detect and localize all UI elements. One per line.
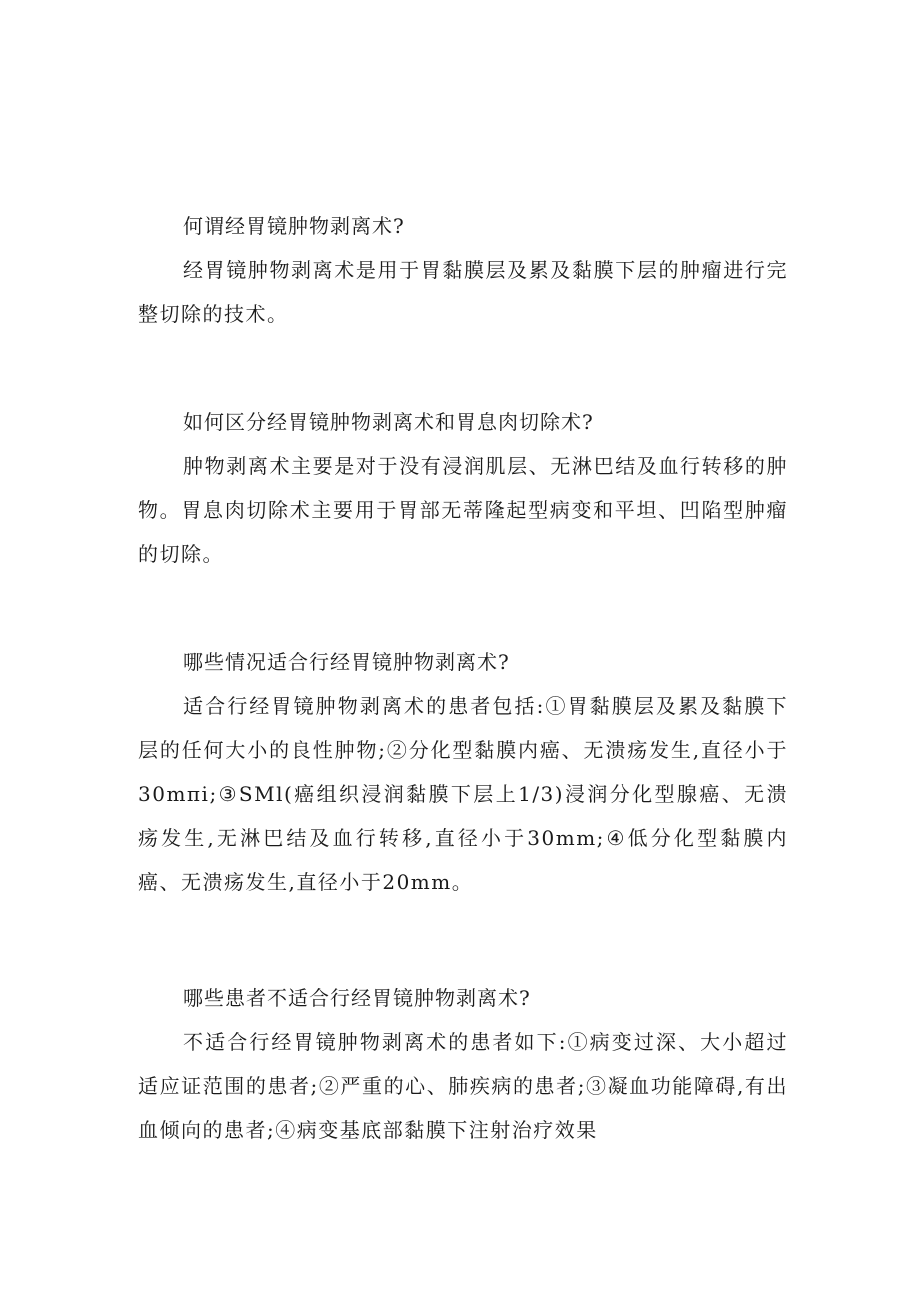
question-heading: 如何区分经胃镜肿物剥离术和胃息肉切除术? <box>183 410 594 434</box>
answer-paragraph: 经胃镜肿物剥离术是用于胃黏膜层及累及黏膜下层的肿瘤进行完整切除的技术。 <box>138 258 788 326</box>
answer-paragraph: 不适合行经胃镜肿物剥离术的患者如下:①病变过深、大小超过适应证范围的患者;②严重的心、肺疾病的患者;③凝血功能障碍,有出血倾向的患者;④病变基底部黏膜下注射治疗效果 <box>138 1030 788 1142</box>
section-2 <box>138 400 788 576</box>
section-3 <box>138 640 788 904</box>
section-1 <box>138 204 788 336</box>
question-heading: 哪些患者不适合行经胃镜肿物剥离术? <box>183 986 531 1010</box>
answer-paragraph: 适合行经胃镜肿物剥离术的患者包括:①胃黏膜层及累及黏膜下层的任何大小的良性肿物;②分化型黏膜内癌、无溃疡发生,直径小于30mπi;③SMl(癌组织浸润黏膜下层上1/3)浸润分化型腺癌、无溃疡发生,无淋巴结及血行转移,直径小于30mm;④低分化型黏膜内癌、无溃疡发生,直径小于20mm。 <box>138 694 788 894</box>
section-4 <box>138 976 788 1152</box>
question-heading: 何谓经胃镜肿物剥离术? <box>183 214 405 238</box>
question-heading: 哪些情况适合行经胃镜肿物剥离术? <box>183 650 510 674</box>
answer-paragraph: 肿物剥离术主要是对于没有浸润肌层、无淋巴结及血行转移的肿物。胃息肉切除术主要用于胃部无蒂隆起型病变和平坦、凹陷型肿瘤的切除。 <box>138 454 788 566</box>
